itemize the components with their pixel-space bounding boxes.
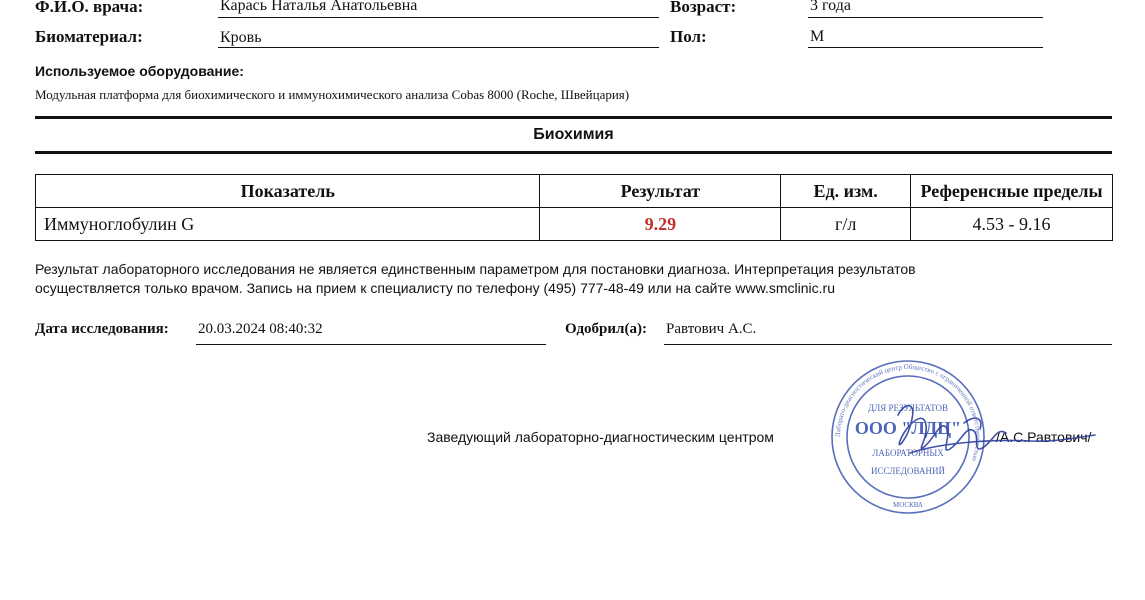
stamp-outer-text: Лаборато-диагностический центр Общество с ограниченной ответственностью — [833, 362, 983, 463]
biomaterial-value: Кровь — [220, 29, 262, 46]
stamp-line2: ИССЛЕДОВАНИЙ — [871, 466, 945, 476]
date-underline — [196, 344, 546, 345]
approved-label: Одобрил(а): — [565, 321, 647, 337]
section-rule-top — [35, 116, 1112, 119]
biomaterial-label: Биоматериал: — [35, 27, 143, 46]
stamp-city: МОСКВА — [893, 501, 923, 509]
doctor-underline — [218, 17, 659, 18]
stamp-line1: ЛАБОРАТОРНЫХ — [872, 448, 944, 458]
sex-value: М — [810, 28, 825, 45]
cell-indicator: Иммуноглобулин G — [36, 208, 540, 241]
biomaterial-underline — [218, 47, 659, 48]
date-value: 20.03.2024 08:40:32 — [198, 321, 323, 337]
equipment-text: Модульная платформа для биохимического и иммунохимического анализа Cobas 8000 (Roche, Швейцария) — [35, 87, 630, 102]
sex-label: Пол: — [670, 27, 707, 46]
age-value: 3 года — [810, 0, 851, 14]
equipment-label: Используемое оборудование: — [35, 63, 244, 79]
sex-underline — [808, 47, 1043, 48]
section-rule-bottom — [35, 151, 1112, 154]
table-header-row — [36, 175, 1113, 208]
disclaimer-line-2: осуществляется только врачом. Запись на прием к специалисту по телефону (495) 777-48-49 или на сайте www.smclinic.ru — [35, 280, 835, 296]
table-row — [36, 208, 1113, 241]
disclaimer — [35, 260, 1115, 298]
section-title: Биохимия — [533, 126, 614, 143]
doctor-label: Ф.И.О. врача: — [35, 0, 144, 16]
approved-underline — [664, 344, 1112, 345]
stamp-org: ООО "ЛДЦ" — [854, 418, 962, 438]
cell-reference: 4.53 - 9.16 — [911, 208, 1113, 241]
date-label: Дата исследования: — [35, 321, 169, 337]
col-header-reference: Референсные пределы — [911, 175, 1113, 208]
age-underline — [808, 17, 1043, 18]
signoff-title: Заведующий лабораторно-диагностическим центром — [427, 429, 774, 445]
col-header-indicator: Показатель — [36, 175, 540, 208]
cell-unit: г/л — [781, 208, 911, 241]
col-header-result: Результат — [540, 175, 781, 208]
signoff-name: /А.С.Равтович/ — [996, 429, 1092, 445]
approved-value: Равтович А.С. — [666, 321, 757, 337]
disclaimer-line-1: Результат лабораторного исследования не является единственным параметром для постановки диагноза. Интерпретация результатов — [35, 261, 916, 277]
cell-result: 9.29 — [540, 208, 781, 241]
signature — [880, 395, 1105, 475]
doctor-value: Карась Наталья Анатольевна — [220, 0, 418, 14]
age-label: Возраст: — [670, 0, 737, 16]
col-header-unit: Ед. изм. — [781, 175, 911, 208]
results-table — [35, 174, 1113, 241]
stamp-top-text: ДЛЯ РЕЗУЛЬТАТОВ — [868, 403, 948, 413]
